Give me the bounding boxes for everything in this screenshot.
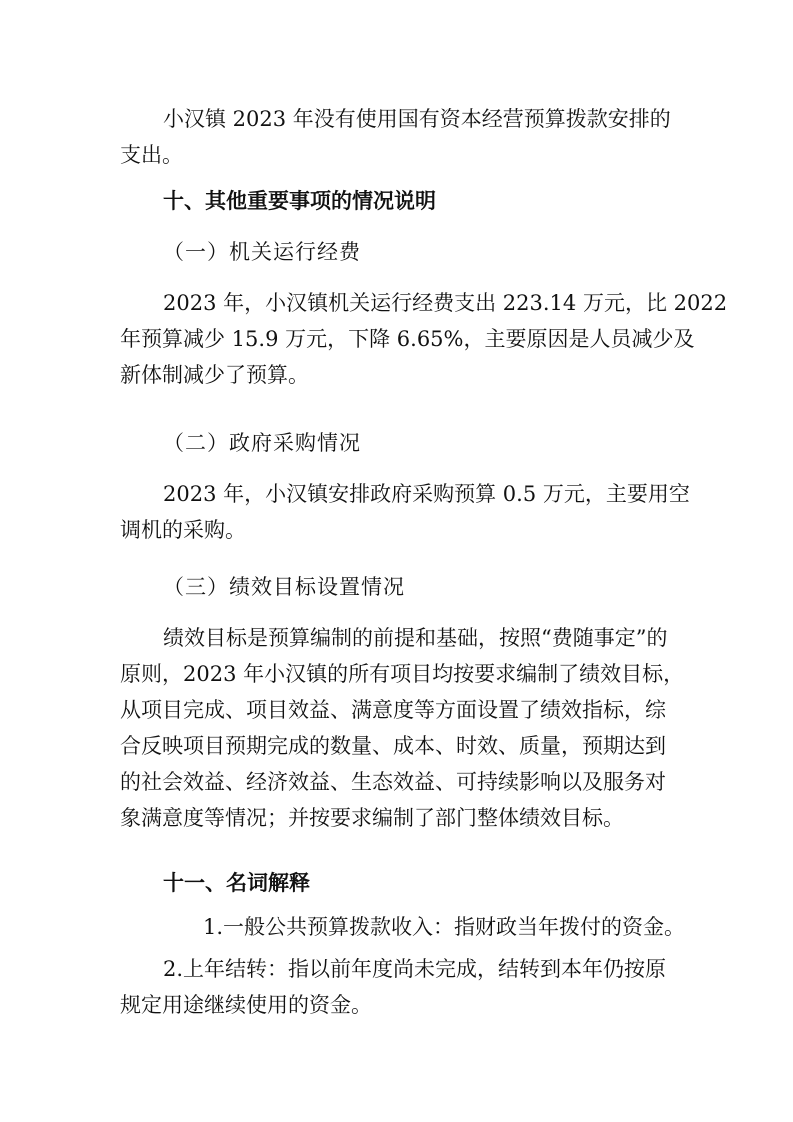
section-heading-11: 十一、名词解释 <box>163 871 310 895</box>
paragraph-line: 规定用途继续使用的资金。 <box>120 993 372 1017</box>
paragraph-line: 2.上年结转：指以前年度尚未完成，结转到本年仍按原 <box>163 957 667 981</box>
definition-carryover-cont <box>120 987 372 1023</box>
paragraph-line: 原则，2023 年小汉镇的所有项目均按要求编制了绩效目标， <box>120 662 685 686</box>
paragraph-state-capital-budget-cont <box>120 137 183 173</box>
paragraph-line: 象满意度等情况；并按要求编制了部门整体绩效目标。 <box>120 806 624 830</box>
paragraph-line: 从项目完成、项目效益、满意度等方面设置了绩效指标，综 <box>120 698 666 722</box>
paragraph-line: 年预算减少 15.9 万元，下降 6.65%，主要原因是人员减少及 <box>120 327 695 351</box>
paragraph-line: 调机的采购。 <box>120 518 246 542</box>
paragraph-performance-cont <box>120 656 684 836</box>
paragraph-procurement-cont <box>120 512 246 548</box>
paragraph-line: 合反映项目预期完成的数量、成本、时效、质量，预期达到 <box>120 734 666 758</box>
section-heading-10: 十、其他重要事项的情况说明 <box>163 189 436 213</box>
paragraph-line: 小汉镇 2023 年没有使用国有资本经营预算拨款安排的 <box>163 107 671 131</box>
subsection-heading-procurement: （二）政府采购情况 <box>163 431 361 455</box>
subsection-heading-operating-costs: （一）机关运行经费 <box>163 240 361 264</box>
paragraph-procurement <box>163 476 690 512</box>
paragraph-performance <box>163 620 667 656</box>
paragraph-line: 新体制减少了预算。 <box>120 363 309 387</box>
paragraph-operating-costs <box>163 285 727 321</box>
paragraph-line: 的社会效益、经济效益、生态效益、可持续影响以及服务对 <box>120 770 666 794</box>
definition-general-budget: 1.一般公共预算拨款收入：指财政当年拨付的资金。 <box>203 915 686 939</box>
definition-carryover <box>163 951 666 987</box>
paragraph-line: 2023 年，小汉镇机关运行经费支出 223.14 万元，比 2022 <box>163 291 728 315</box>
subsection-heading-performance: （三）绩效目标设置情况 <box>163 575 405 599</box>
paragraph-line: 支出。 <box>120 143 183 167</box>
paragraph-line: 2023 年，小汉镇安排政府采购预算 0.5 万元，主要用空 <box>163 482 690 506</box>
paragraph-operating-costs-cont <box>120 321 695 393</box>
paragraph-state-capital-budget <box>163 101 671 137</box>
paragraph-line: 绩效目标是预算编制的前提和基础，按照“费随事定”的 <box>163 626 668 650</box>
